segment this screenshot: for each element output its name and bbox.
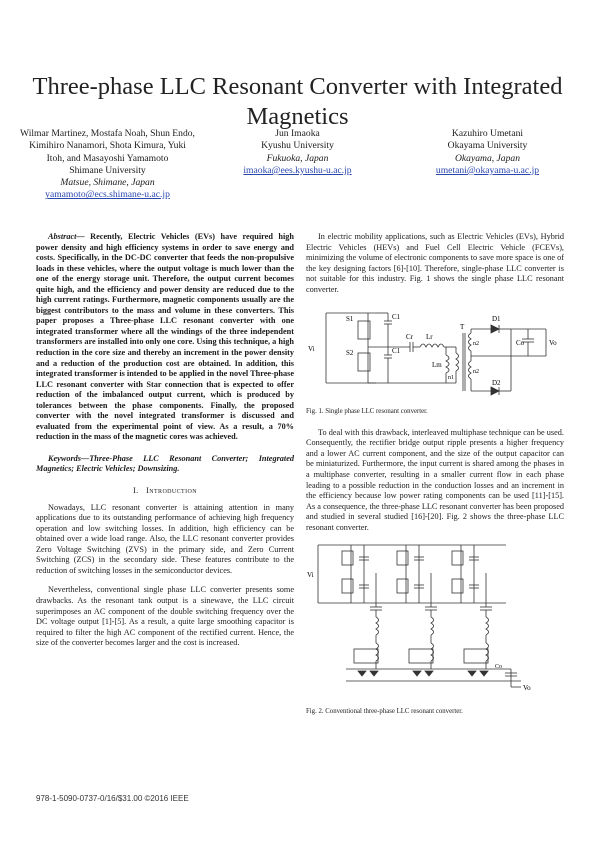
fig1-n2b-label: n2 — [473, 369, 479, 376]
fig1-lr-label: Lr — [426, 333, 433, 342]
author-affiliation: Kyushu University — [261, 140, 334, 152]
author-block-okayama — [400, 128, 575, 177]
fig1-c1b-label: C1 — [392, 347, 401, 356]
fig1-cr-label: Cr — [406, 333, 413, 342]
author-affiliation: Shimane University — [69, 164, 146, 176]
section-title: Introduction — [146, 486, 197, 496]
author-address: Fukuoka, Japan — [266, 152, 329, 164]
fig1-d1-label: D1 — [492, 315, 501, 324]
author-address: Okayama, Japan — [454, 152, 520, 164]
author-block-kyushu — [215, 128, 380, 177]
author-email[interactable]: yamamoto@ecs.shimane-u.ac.jp — [45, 189, 170, 201]
abstract-text: Recently, Electric Vehicles (EVs) have required high power density and high efficiency systems in order to save energy and costs. Specifically, in the DC-DC converter that feeds the non-propulsive loads in these vehicles, where the output voltage is much lower than the one of the energy storage unit. Therefore, the output current becomes quite high, and the efficiency and power density are reduced due to the high current ratings. Furthermore, magnetic components usually are the biggest contributors to the mass and volume in these converters. This paper proposes a Three-phase LLC resonant converter with one integrated transformer where all the windings of the three independent transformers are installed into only one core. Using this technique, a high reduction in the core size and thereby an increment in the power density and a reduction of the production cost are obtained. In addition, this integrated transformer is intended to be applied in the novel Three-phase LLC resonant converter with Star connection that is expected to offer reduction of the imbalanced output current, which is produced by tolerances between the phase components. Finally, the proposed converter with the novel integrated transformer is discussed and evaluated from the experimental point of view. As a result, a 70% reduction in the mass of the magnetic cores was achieved. — [36, 232, 294, 442]
paragraph: Nevertheless, conventional single phase LLC converter presents some drawbacks. As the resonant tank output is a sinewave, the LLC circuit superimposes an AC component of the double switching frequency over the DC voltage output [1]-[5]. As a result, a quite large smoothing capacitor is required to filter the high AC component of the rectified current. Hence, the size of the converter becomes larger and the cost is increased. — [36, 585, 294, 648]
keywords: Keywords—Three-Phase LLC Resonant Converter; Integrated Magnetics; Electric Vehicles; Downsizing. — [36, 453, 294, 474]
fig1-co-label: Co — [516, 339, 525, 348]
fig2-co-label: Co — [495, 664, 503, 671]
figure-2 — [306, 537, 564, 716]
abstract-label: Abstract— — [48, 232, 85, 241]
paragraph: Nowadays, LLC resonant converter is attaining attention in many applications due to its outstanding performance of achieving high frequency operation and low switching losses. In addition, high efficiency can be obtained over a wide load range. Also, the LLC resonant converter provides Zero Voltage Switching (ZVS) in the primary side, and Zero Current Switching (ZCS) in the secondary side. These features contribute to the reduction of switching losses in the semiconductor devices. — [36, 502, 294, 575]
figure-1-caption: Fig. 1. Single phase LLC resonant converter. — [306, 407, 428, 415]
three-phase-llc-schematic — [306, 537, 564, 697]
section-number: I. — [133, 486, 139, 496]
paper-title: Three-phase LLC Resonant Converter with Integrated Magnetics — [32, 73, 563, 131]
author-affiliation: Okayama University — [447, 140, 528, 152]
abstract — [36, 232, 294, 443]
fig2-vi-label: Vi — [307, 571, 314, 580]
fig1-c1-label: C1 — [392, 313, 401, 322]
fig1-n2-label: n2 — [473, 341, 479, 348]
paragraph: To deal with this drawback, interleaved multiphase technique can be used. Consequently, the rectifier bridge output ripple presents a higher frequency and a lower AC current component, and the size of the output capacitor can be miniaturized. Furthermore, the input current is shared among the phases in a multiphase converter, resulting in a smaller current flow in each phase leading to a possible reduction in the conduction losses and an increment in the efficiency because low power rating components can be used [11]-[15]. As a consequence, the three-phase LLC resonant converter has been proposed and studied in several studied [16]-[20]. Fig. 2 shows the three-phase LLC resonant converter. — [306, 427, 564, 532]
fig1-n1-label: n1 — [448, 375, 454, 382]
fig1-vi-label: Vi — [308, 345, 315, 354]
figure-1 — [306, 299, 564, 416]
figure-2-caption: Fig. 2. Conventional three-phase LLC resonant converter. — [306, 707, 463, 715]
fig1-vo-label: Vo — [549, 339, 557, 348]
right-column — [306, 232, 564, 728]
author-address: Matsue, Shimane, Japan — [60, 177, 155, 189]
author-email[interactable]: imaoka@ees.kyushu-u.ac.jp — [243, 164, 352, 176]
author-names: Jun Imaoka — [275, 128, 320, 139]
author-names: Wilmar Martinez, Mostafa Noah, Shun Endo, Kimihiro Nanamori, Shota Kimura, Yuki Itoh, and Masayoshi Yamamoto — [20, 128, 195, 164]
fig2-vo-label: Vo — [523, 684, 531, 693]
paragraph: In electric mobility applications, such as Electric Vehicles (EVs), Hybrid Electric Vehicles (HEVs) and Fuel Cell Electric Vehicle (FCEVs), minimizing the volume of electronic components to save more space is one of the key designing factors [6]-[10]. Therefore, single-phase LLC converter is not suitable for this industry. Fig. 1 shows the single phase LLC resonant converter. — [306, 232, 564, 294]
fig1-s1-label: S1 — [346, 315, 354, 324]
copyright-footer: 978-1-5090-0737-0/16/$31.00 ©2016 IEEE — [36, 794, 189, 803]
fig1-lm-label: Lm — [432, 361, 442, 370]
author-names: Kazuhiro Umetani — [451, 128, 524, 139]
left-column — [36, 232, 294, 649]
fig1-t-label: T — [460, 323, 465, 332]
author-email[interactable]: umetani@okayama-u.ac.jp — [435, 164, 540, 176]
section-heading — [36, 486, 294, 497]
author-block-shimane — [20, 128, 195, 202]
fig1-d2-label: D2 — [492, 379, 501, 388]
fig1-s2-label: S2 — [346, 349, 354, 358]
single-phase-llc-schematic — [306, 299, 564, 397]
